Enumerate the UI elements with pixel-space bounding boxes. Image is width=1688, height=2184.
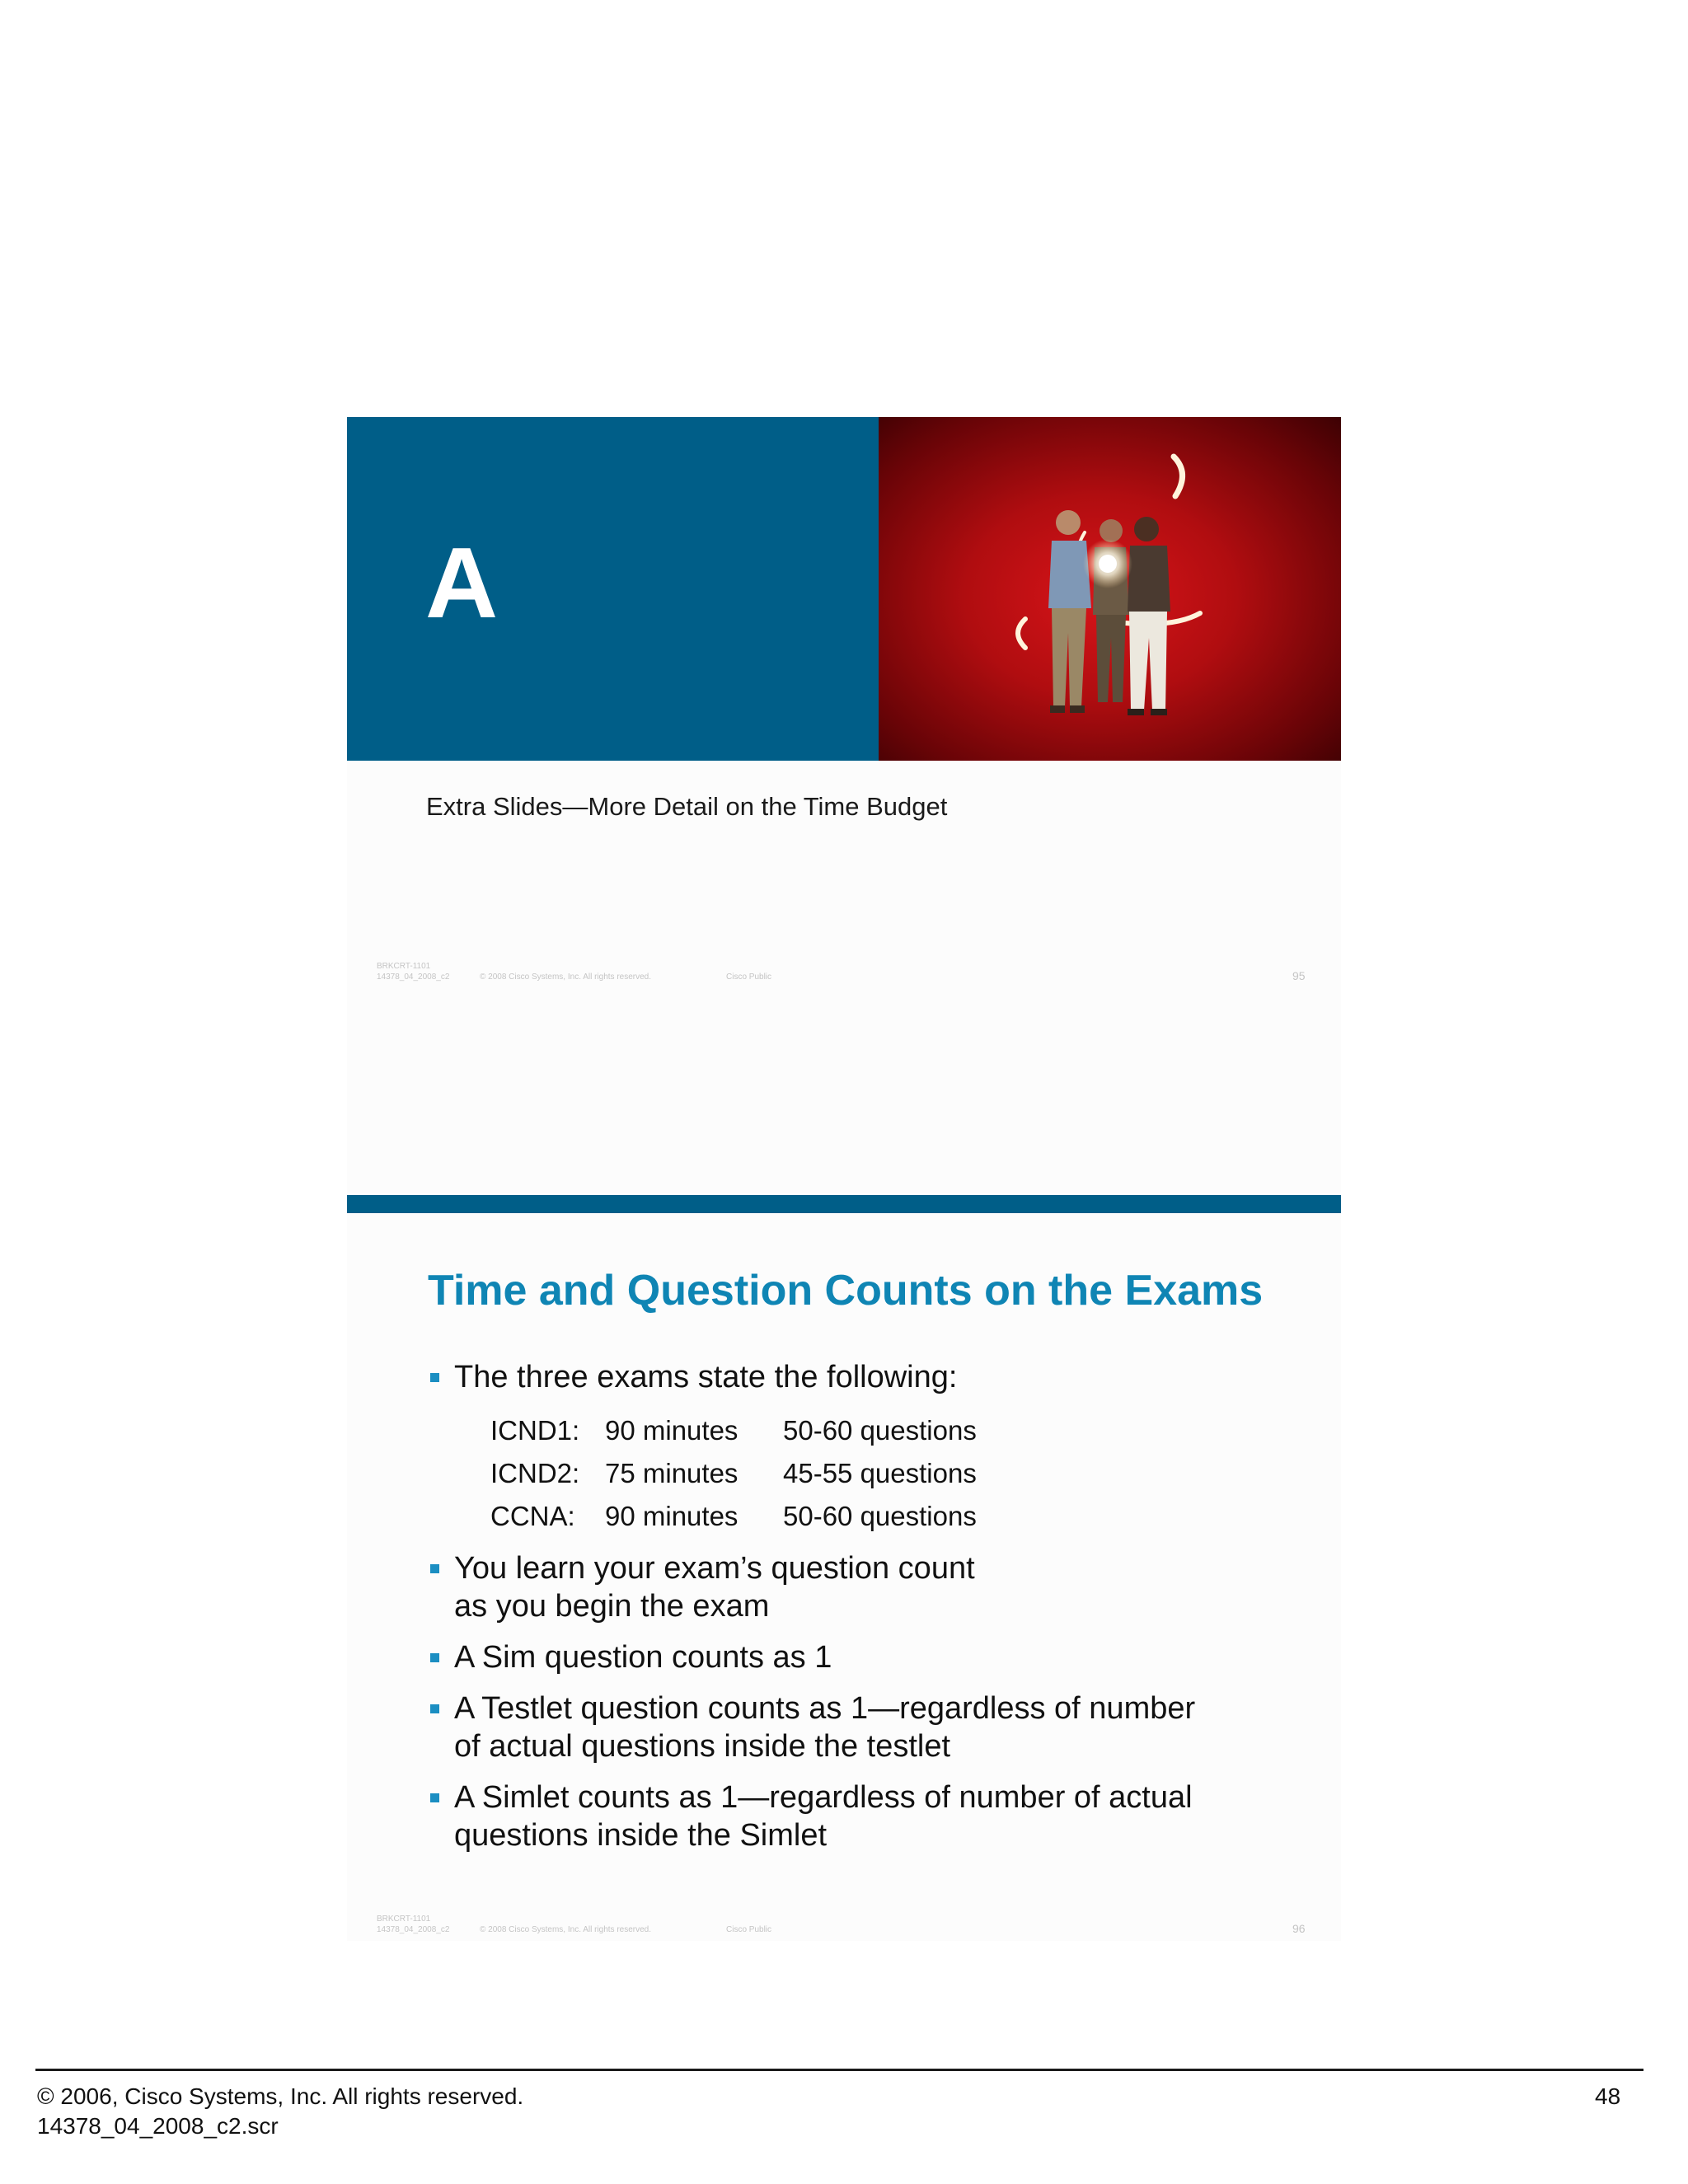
footer-course-code: BRKCRT-1101 [377, 1915, 431, 1924]
footer-copyright-line: © 2006, Cisco Systems, Inc. All rights reserved. [37, 2083, 524, 2109]
bullet-item [428, 1638, 1293, 1676]
table-row [490, 1409, 977, 1452]
bullet-marker [430, 1704, 439, 1713]
exam-time: 90 minutes [605, 1501, 738, 1531]
bullet-line: as you begin the exam [454, 1589, 770, 1624]
bullet-line: of actual questions inside the testlet [454, 1729, 951, 1764]
exam-name: CCNA: [490, 1501, 575, 1531]
exam-questions: 45-55 questions [783, 1458, 977, 1488]
table-row [490, 1495, 977, 1538]
exam-time: 90 minutes [605, 1415, 738, 1446]
bullet-line: A Testlet question counts as 1—regardless of number [454, 1691, 1196, 1726]
exam-name: ICND2: [490, 1458, 580, 1488]
document-footer [37, 2082, 523, 2141]
bullet-item [428, 1690, 1293, 1765]
people-illustration [879, 417, 1341, 761]
footer-file-id: 14378_04_2008_c2 [377, 1925, 450, 1934]
slide-footer-code [377, 961, 449, 982]
document-page-number: 48 [1595, 2083, 1621, 2109]
bullet-line: A Sim question counts as 1 [454, 1640, 832, 1675]
exam-time-table [490, 1409, 977, 1538]
slide-95 [347, 417, 1341, 1193]
bullet-marker [430, 1653, 439, 1662]
footer-filename: 14378_04_2008_c2.scr [37, 2113, 279, 2139]
footer-divider [35, 2069, 1643, 2071]
bullet-item [428, 1549, 1293, 1625]
slide-subtitle: Extra Slides—More Detail on the Time Budget [426, 792, 948, 821]
footer-classification: Cisco Public [726, 1925, 772, 1934]
footer-classification: Cisco Public [726, 972, 772, 982]
slide-top-bar [347, 1195, 1341, 1213]
table-row [490, 1452, 977, 1495]
footer-copyright: © 2008 Cisco Systems, Inc. All rights reserved. [480, 972, 652, 982]
slide-96 [347, 1195, 1341, 1941]
section-letter: A [425, 527, 499, 639]
bullet-line: A Simlet counts as 1—regardless of number of actual [454, 1780, 1193, 1815]
bullet-line: You learn your exam’s question count [454, 1551, 975, 1586]
slide-page-number: 96 [1292, 1922, 1306, 1935]
exam-name: ICND1: [490, 1415, 580, 1446]
exam-questions: 50-60 questions [783, 1501, 977, 1531]
exam-time: 75 minutes [605, 1458, 738, 1488]
slide-footer-code [377, 1914, 449, 1935]
bullet-text: The three exams state the following: [454, 1360, 958, 1394]
bullet-item [428, 1779, 1293, 1854]
hero-photo-people-with-light [879, 417, 1341, 761]
bullet-marker [430, 1373, 439, 1382]
bullet-line: questions inside the Simlet [454, 1818, 828, 1853]
footer-course-code: BRKCRT-1101 [377, 962, 431, 971]
slide-title: Time and Question Counts on the Exams [428, 1267, 1264, 1315]
bullet-item [428, 1358, 1293, 1396]
exam-questions: 50-60 questions [783, 1415, 977, 1446]
slide-page-number: 95 [1292, 969, 1306, 982]
section-title-panel [347, 417, 879, 761]
bullet-marker [430, 1793, 439, 1802]
bullet-list [428, 1358, 1293, 1868]
footer-file-id: 14378_04_2008_c2 [377, 972, 450, 982]
footer-copyright: © 2008 Cisco Systems, Inc. All rights reserved. [480, 1925, 652, 1934]
bullet-marker [430, 1564, 439, 1573]
